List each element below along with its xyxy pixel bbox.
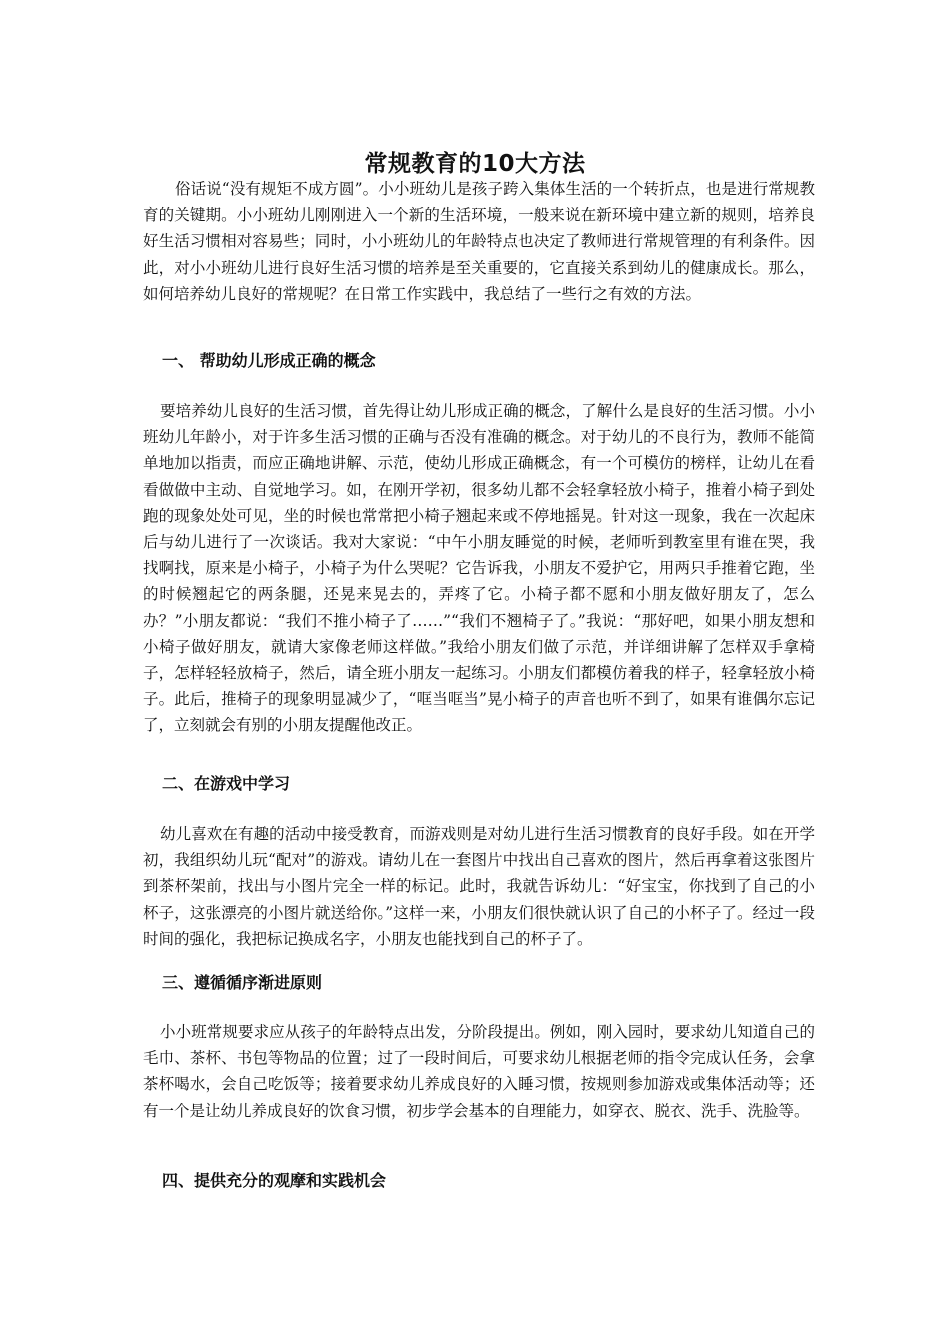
section-1-heading: 一、 帮助幼儿形成正确的概念 [162,351,376,370]
document-title: 常规教育的10大方法 [364,151,586,178]
section-1-body: 要培养幼儿良好的生活习惯，首先得让幼儿形成正确的概念，了解什么是良好的生活习惯。小小班幼儿年龄小，对于许多生活习惯的正确与否没有准确的概念。对于幼儿的不良行为，教师不能简单地加以指责，而应正确地讲解、示范，使幼儿形成正确概念，有一个可模仿的榜样，让幼儿在看看做做中主动、自觉地学习。如，在刚开学初，很多幼儿都不会轻拿轻放小椅子，推着小椅子到处跑的现象处处可见，坐的时候也常常把小椅子翘起来或不停地摇晃。针对这一现象，我在一次起床后与幼儿进行了一次谈话。我对大家说：“中午小朋友睡觉的时候，老师听到教室里有谁在哭，我找啊找，原来是小椅子，小椅子为什么哭呢？它告诉我，小朋友不爱护它，用两只手推着它跑，坐的时候翘起它的两条腿，还晃来晃去的，弄疼了它。小椅子都不愿和小朋友做好朋友了，怎么办？”小朋友都说：“我们不推小椅子了……”“我们不翘椅子了。”我说：“那好吧，如果小朋友想和小椅子做好朋友，就请大家像老师这样做。”我给小朋友们做了示范，并详细讲解了怎样双手拿椅子，怎样轻轻放椅子，然后，请全班小朋友一起练习。小朋友们都模仿着我的样子，轻拿轻放小椅子。此后，推椅子的现象明显减少了，“哐当哐当”晃小椅子的声音也听不到了，如果有谁偶尔忘记了，立刻就会有别的小朋友提醒他改正。 [143,402,815,735]
section-4-heading: 四、提供充分的观摩和实践机会 [162,1171,387,1190]
section-3-body: 小小班常规要求应从孩子的年龄特点出发，分阶段提出。例如，刚入园时，要求幼儿知道自己的毛巾、茶杯、书包等物品的位置；过了一段时间后，可要求幼儿根据老师的指令完成认任务，会拿茶杯喝水，会自己吃饭等；接着要求幼儿养成良好的入睡习惯，按规则参加游戏或集体活动等；还有一个是让幼儿养成良好的饮食习惯，初步学会基本的自理能力，如穿衣、脱衣、洗手、洗脸等。 [143,1023,815,1120]
section-2-heading: 二、在游戏中学习 [162,774,291,793]
section-3-heading: 三、遵循循序渐进原则 [162,973,323,992]
intro-paragraph: 俗话说“没有规矩不成方圆”。小小班幼儿是孩子跨入集体生活的一个转折点，也是进行常规教育的关键期。小小班幼儿刚刚进入一个新的生活环境，一般来说在新环境中建立新的规则，培养良好生活习惯相对容易些；同时，小小班幼儿的年龄特点也决定了教师进行常规管理的有利条件。因此，对小小班幼儿进行良好生活习惯的培养是至关重要的，它直接关系到幼儿的健康成长。那么，如何培养幼儿良好的常规呢？在日常工作实践中，我总结了一些行之有效的方法。 [143,180,815,303]
section-2-body: 幼儿喜欢在有趣的活动中接受教育，而游戏则是对幼儿进行生活习惯教育的良好手段。如在开学初，我组织幼儿玩“配对”的游戏。请幼儿在一套图片中找出自己喜欢的图片，然后再拿着这张图片到茶杯架前，找出与小图片完全一样的标记。此时，我就告诉幼儿：“好宝宝，你找到了自己的小杯子，这张漂亮的小图片就送给你。”这样一来，小朋友们很快就认识了自己的小杯子了。经过一段时间的强化，我把标记换成名字，小朋友也能找到自己的杯子了。 [143,825,815,948]
